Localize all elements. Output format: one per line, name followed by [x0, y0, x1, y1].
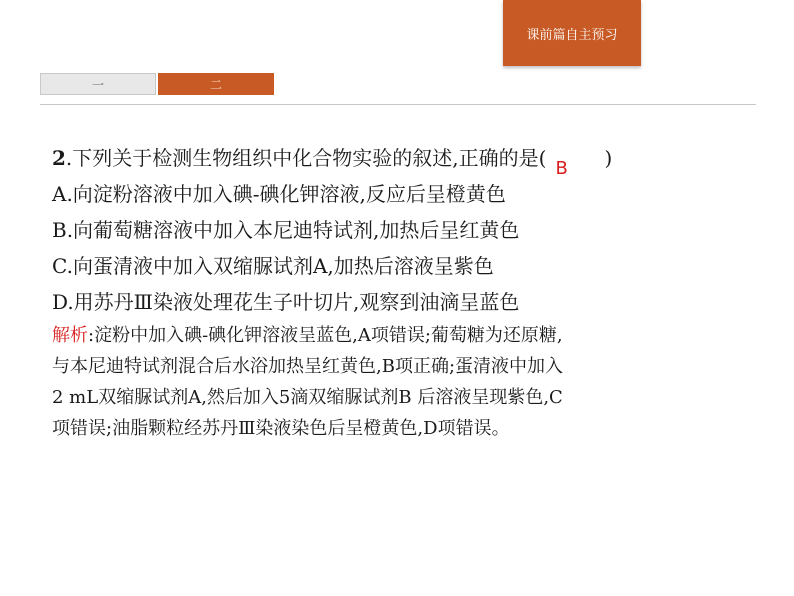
- question-stem-text: .下列关于检测生物组织中化合物实验的叙述,正确的是(: [65, 146, 547, 170]
- question-number: 2: [52, 146, 66, 170]
- answer-mark: B: [555, 158, 568, 179]
- option-d: D.用苏丹Ⅲ染液处理花生子叶切片,观察到油滴呈蓝色: [52, 290, 520, 314]
- divider-line: [40, 104, 756, 105]
- explanation-line-4: 项错误;油脂颗粒经苏丹Ⅲ染液染色后呈橙黄色,D项错误。: [52, 418, 510, 439]
- explanation-label: 解析: [52, 325, 88, 346]
- option-c: C.向蛋清液中加入双缩脲试剂A,加热后溶液呈紫色: [52, 254, 494, 278]
- tab-bar: [40, 73, 274, 95]
- question-stem: [52, 140, 752, 179]
- section-title: 课前篇自主预习: [526, 27, 618, 43]
- explanation-line-3: 2 mL双缩脲试剂A,然后加入5滴双缩脲试剂B 后溶液呈现紫色,C: [52, 387, 563, 408]
- question-stem-close: ): [604, 146, 613, 170]
- explanation-text-1: :淀粉中加入碘-碘化钾溶液呈蓝色,A项错误;葡萄糖为还原糖,: [88, 325, 563, 346]
- section-header-tab: [503, 0, 641, 66]
- explanation-line-1: [52, 320, 752, 351]
- question-block: [52, 140, 752, 320]
- option-a: A.向淀粉溶液中加入碘-碘化钾溶液,反应后呈橙黄色: [52, 182, 506, 206]
- option-b: B.向葡萄糖溶液中加入本尼迪特试剂,加热后呈红黄色: [52, 218, 520, 242]
- explanation-block: [52, 320, 752, 444]
- tab-part-two[interactable]: 二: [158, 73, 274, 95]
- explanation-line-2: 与本尼迪特试剂混合后水浴加热呈红黄色,B项正确;蛋清液中加入: [52, 356, 564, 377]
- tab-part-one[interactable]: 一: [40, 73, 156, 95]
